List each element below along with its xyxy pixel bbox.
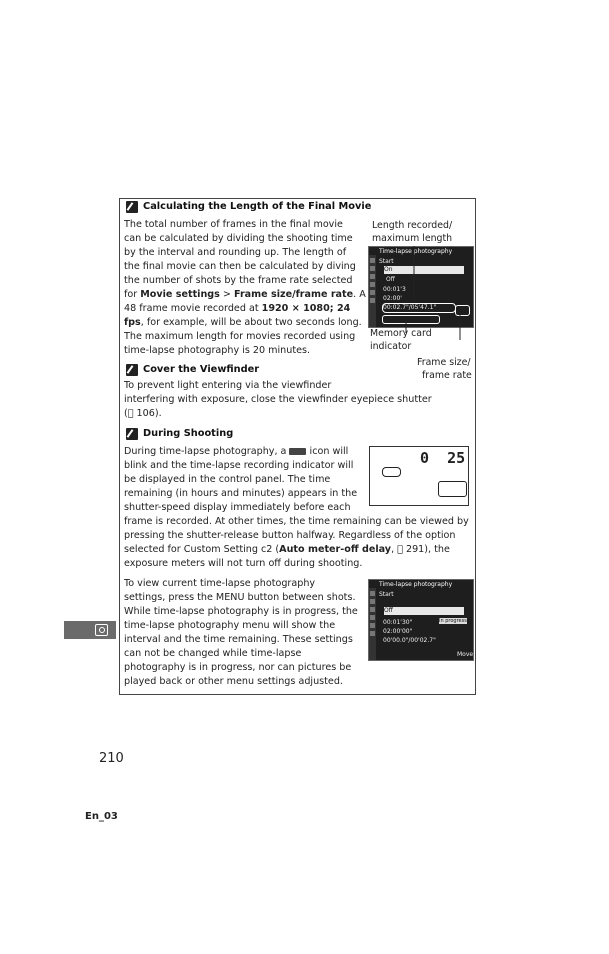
note-icon (126, 428, 138, 440)
control-panel-illustration (369, 446, 469, 506)
screen-time: 02:00' (383, 295, 402, 302)
note-icon (126, 201, 138, 213)
body-line: selected for Custom Setting c2 (Auto meter-off delay,   291), the (124, 544, 450, 555)
body-line: blink and the time-lapse recording indicator will (124, 460, 354, 471)
body-line: exposure meters will not turn off during shooting. (124, 558, 363, 569)
body-line: fps, for example, will be about two seconds long. (124, 317, 362, 328)
body-line: by the interval and rounding up. The length of (124, 247, 347, 258)
body-line: shutter-speed display immediately before each (124, 502, 351, 513)
footer-code: En_03 (85, 811, 118, 822)
callout-length: Length recorded/ (372, 220, 453, 231)
body-line: photography is in progress, nor can pictures be (124, 662, 352, 673)
body-line: pressing the shutter-release button halfway. Regardless of the option (124, 530, 456, 541)
callout-frame: Frame size/ (417, 357, 471, 368)
body-line: To view current time-lapse photography (124, 578, 316, 589)
screen-title: Time-lapse photography (379, 581, 453, 588)
screen-length: 00'00.0"/00'02.7" (383, 637, 436, 644)
body-line: the final movie can then be calculated by diving (124, 261, 356, 272)
screen-move: Move (457, 651, 474, 658)
screen-off-row: Off (384, 607, 464, 615)
body-line: time-lapse photography is 20 minutes. (124, 345, 311, 356)
screen-on-row: On (384, 266, 464, 274)
body-line: interval and the time remaining. These settings (124, 634, 353, 645)
body-line: To prevent light entering via the viewfinder (124, 380, 332, 391)
body-line: frame is recorded. At other times, the time remaining can be viewed by (124, 516, 469, 527)
body-line: played back or other menu settings adjusted. (124, 676, 343, 687)
body-line: The maximum length for movies recorded using (124, 331, 356, 342)
body-line: 48 frame movie recorded at 1920 × 1080; 24 (124, 303, 351, 314)
screen-time: 02:00'00" (383, 628, 413, 635)
screen-off: Off (386, 276, 395, 283)
interval-timer-icon (289, 448, 306, 455)
interval-indicator-icon (382, 467, 401, 477)
body-line: settings, press the MENU button between shots. (124, 592, 356, 603)
callout-leader-lines (360, 240, 480, 340)
page-number: 210 (99, 751, 124, 766)
section-heading-viewfinder: Cover the Viewfinder (143, 364, 260, 375)
in-progress-badge: In progress (439, 618, 467, 624)
callout-memory: Memory card (370, 328, 432, 339)
body-line: can not be changed while time-lapse (124, 648, 302, 659)
body-line: interfering with exposure, close the viewfinder eyepiece shutter (124, 394, 432, 405)
section-heading-length: Calculating the Length of the Final Movie (143, 201, 372, 212)
shooting-tab (64, 621, 116, 639)
callout-memory: indicator (370, 341, 412, 352)
body-line: The total number of frames in the final movie (124, 219, 343, 230)
note-icon (126, 364, 138, 376)
body-line: During time-lapse photography, a icon will (124, 446, 349, 457)
screen-interval: 00:01'3 (383, 286, 406, 293)
callout-length: maximum length (372, 233, 453, 244)
body-line: can be calculated by dividing the shooting time (124, 233, 353, 244)
body-line: the number of shots by the frame rate selected (124, 275, 353, 286)
screen-start: Start (379, 591, 394, 598)
body-line: While time-lapse photography is in progress, the (124, 606, 358, 617)
body-line: for Movie settings > Frame size/frame rate. A (124, 289, 366, 300)
callout-frame: frame rate (422, 370, 472, 381)
body-line: remaining (in hours and minutes) appears in the (124, 488, 358, 499)
screen-length: 00:02.7"/05'47.1" (383, 304, 437, 311)
body-line: time-lapse photography menu will show the (124, 620, 336, 631)
section-heading-during-shooting: During Shooting (143, 428, 234, 439)
body-line: (  106). (124, 408, 162, 419)
camera-icon (95, 624, 108, 636)
time-lapse-indicator-icon (438, 481, 467, 497)
time-lapse-progress-screen (368, 579, 474, 661)
screen-start: Start (379, 258, 394, 265)
menu-sidebar (369, 588, 376, 660)
screen-title: Time-lapse photography (379, 248, 453, 255)
panel-digits: 0 25 (420, 449, 466, 467)
body-line: be displayed in the control panel. The time (124, 474, 331, 485)
screen-interval: 00:01'30" (383, 619, 413, 626)
